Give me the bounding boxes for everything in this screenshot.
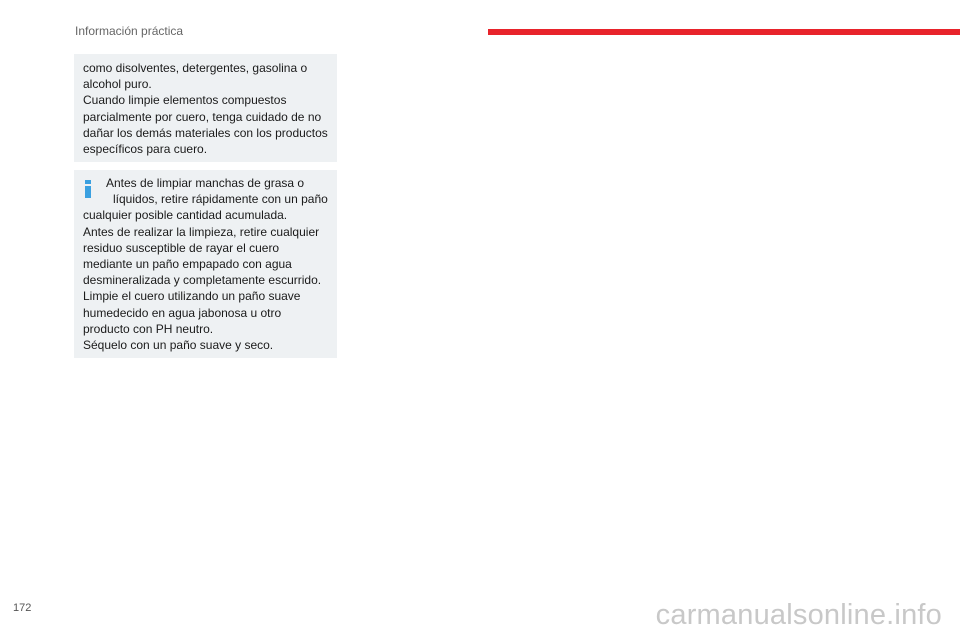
text-line: alcohol puro. bbox=[83, 77, 152, 92]
text-line: humedecido en agua jabonosa u otro bbox=[83, 305, 282, 320]
text-line: mediante un paño empapado con agua bbox=[83, 257, 292, 272]
section-accent-bar bbox=[488, 29, 960, 35]
text-line: desmineralizada y completamente escurrido. bbox=[83, 273, 322, 288]
page-number: 172 bbox=[13, 602, 32, 614]
text-line: líquidos, retire rápidamente con un paño bbox=[113, 192, 328, 207]
text-line: Limpie el cuero utilizando un paño suave bbox=[83, 289, 301, 304]
note-box-solvents bbox=[74, 54, 337, 162]
info-icon bbox=[85, 180, 91, 198]
info-box-leather-cleaning bbox=[74, 170, 337, 358]
text-line: Séquelo con un paño suave y seco. bbox=[83, 338, 274, 353]
text-line: dañar los demás materiales con los productos bbox=[83, 125, 328, 140]
watermark: carmanualsonline.info bbox=[655, 599, 942, 631]
text-line: Cuando limpie elementos compuestos bbox=[83, 93, 287, 108]
text-line: Antes de realizar la limpieza, retire cualquier bbox=[83, 224, 320, 239]
text-line: parcialmente por cuero, tenga cuidado de no bbox=[83, 109, 322, 124]
text-line: Antes de limpiar manchas de grasa o bbox=[106, 176, 305, 190]
text-line: producto con PH neutro. bbox=[83, 321, 214, 336]
text-line: específicos para cuero. bbox=[83, 142, 208, 157]
text-line: residuo susceptible de rayar el cuero bbox=[83, 240, 280, 255]
section-title: Información práctica bbox=[75, 24, 184, 38]
text-line: como disolventes, detergentes, gasolina o bbox=[83, 61, 308, 75]
text-line: cualquier posible cantidad acumulada. bbox=[83, 208, 288, 223]
